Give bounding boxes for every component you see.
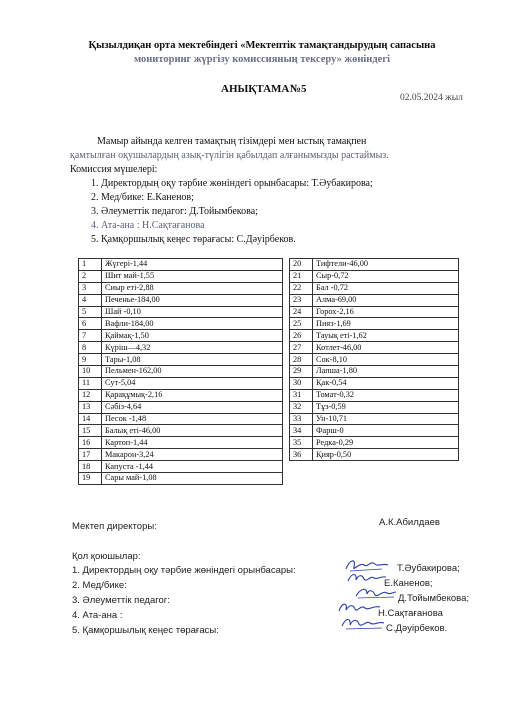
intro-line-2: қамтылған оқушылардың азық-түлігін қабылдап алғанымызды растаймыз. <box>70 150 389 161</box>
row-number: 28 <box>290 354 313 366</box>
product-item: Қарақұмық-2,16 <box>102 389 283 401</box>
table-row <box>290 259 459 271</box>
product-item: Қияр-0,50 <box>313 449 459 461</box>
product-item: Тауық еті-1,62 <box>313 330 459 342</box>
signatory-name-2: Е.Каненов; <box>384 578 433 589</box>
signatories-label: Қол қоюшылар: <box>72 551 141 562</box>
product-item: Тұз-0,59 <box>313 401 459 413</box>
row-number: 29 <box>290 366 313 378</box>
table-row <box>290 270 459 282</box>
row-number: 9 <box>79 354 102 366</box>
row-number: 3 <box>79 282 102 294</box>
row-number: 4 <box>79 294 102 306</box>
row-number: 27 <box>290 342 313 354</box>
table-row <box>290 449 459 461</box>
header-line-1: Қызылдиқан орта мектебіндегі «Мектептік тамақтандырудың сапасына <box>88 40 436 51</box>
signatory-name-4: Н.Сақтағанова <box>378 608 443 619</box>
signatory-role-1: 1. Директордың оқу тәрбие жөніндегі орынбасары: <box>72 565 296 576</box>
product-item: Ун-10,71 <box>313 413 459 425</box>
table-row <box>290 389 459 401</box>
table-row <box>290 318 459 330</box>
commission-member-2: 2. Мед/бике: Е.Каненов; <box>91 192 194 203</box>
row-number: 11 <box>79 377 102 389</box>
table-row <box>79 473 283 485</box>
row-number: 6 <box>79 318 102 330</box>
commission-member-1: 1. Директордың оқу тәрбие жөніндегі орынбасары: Т.Әубакирова; <box>91 178 373 189</box>
product-item: Лапша-1,80 <box>313 366 459 378</box>
row-number: 8 <box>79 342 102 354</box>
product-item: Сиыр еті-2,88 <box>102 282 283 294</box>
row-number: 35 <box>290 437 313 449</box>
products-table-right <box>289 258 459 461</box>
row-number: 16 <box>79 437 102 449</box>
table-row <box>290 342 459 354</box>
signatory-role-2: 2. Мед/бике: <box>72 580 127 591</box>
row-number: 22 <box>290 282 313 294</box>
product-item: Сәбіз-4,64 <box>102 401 283 413</box>
signatory-name-1: Т.Әубакирова; <box>397 563 460 574</box>
table-row <box>290 377 459 389</box>
product-item: Редка-0,29 <box>313 437 459 449</box>
table-row <box>79 294 283 306</box>
signatory-name-5: С.Дәуірбеков. <box>386 623 448 634</box>
row-number: 20 <box>290 259 313 271</box>
director-label: Мектеп директоры: <box>72 521 157 532</box>
product-item: Фарш-0 <box>313 425 459 437</box>
doc-number: №5 <box>290 83 307 95</box>
product-item: Алма-69,00 <box>313 294 459 306</box>
product-item: Сары май-1,08 <box>102 473 283 485</box>
product-item: Картоп-1,44 <box>102 437 283 449</box>
commission-member-3: 3. Әлеуметтік педагог: Д.Тойымбекова; <box>91 206 258 217</box>
table-row <box>290 437 459 449</box>
table-row <box>290 354 459 366</box>
product-item: Бал -0,72 <box>313 282 459 294</box>
row-number: 33 <box>290 413 313 425</box>
table-row <box>79 389 283 401</box>
product-item: Сыр-0,72 <box>313 270 459 282</box>
doc-date: 02.05.2024 жыл <box>400 93 463 103</box>
table-row <box>79 282 283 294</box>
product-item: Пельмен-162,00 <box>102 366 283 378</box>
row-number: 26 <box>290 330 313 342</box>
header-line-2: мониторинг жүргізу комиссияның тексеру» жөніндегі <box>133 54 391 65</box>
product-item: Песок -1,48 <box>102 413 283 425</box>
row-number: 18 <box>79 461 102 473</box>
product-item: Печенье-184,00 <box>102 294 283 306</box>
table-row <box>290 306 459 318</box>
row-number: 14 <box>79 413 102 425</box>
row-number: 2 <box>79 270 102 282</box>
table-row <box>290 330 459 342</box>
table-row <box>79 461 283 473</box>
table-row <box>79 318 283 330</box>
row-number: 36 <box>290 449 313 461</box>
table-row <box>290 282 459 294</box>
table-row <box>290 366 459 378</box>
product-item: Сут-5,04 <box>102 377 283 389</box>
table-row <box>290 413 459 425</box>
table-row <box>79 377 283 389</box>
table-row <box>79 366 283 378</box>
table-row <box>79 413 283 425</box>
intro-line-1: Мамыр айында келген тамақтың тізімдері мен ыстық тамақпен <box>97 136 367 147</box>
table-row <box>79 330 283 342</box>
row-number: 12 <box>79 389 102 401</box>
product-item: Қаймақ-1,50 <box>102 330 283 342</box>
products-table-left <box>78 258 283 485</box>
product-item: Күріш—4,32 <box>102 342 283 354</box>
row-number: 30 <box>290 377 313 389</box>
row-number: 7 <box>79 330 102 342</box>
table-row <box>79 401 283 413</box>
row-number: 13 <box>79 401 102 413</box>
product-item: Балық еті-46,00 <box>102 425 283 437</box>
commission-member-5: 5. Қамқоршылық кеңес төрағасы: С.Дәуірбеков. <box>91 234 296 245</box>
product-item: Вафли-184,00 <box>102 318 283 330</box>
table-row <box>79 437 283 449</box>
row-number: 31 <box>290 389 313 401</box>
product-item: Жүгері-1,44 <box>102 259 283 271</box>
table-row <box>290 401 459 413</box>
product-item: Макарон-3,24 <box>102 449 283 461</box>
table-row <box>79 425 283 437</box>
signatory-role-5: 5. Қамқоршылық кеңес төрағасы: <box>72 625 219 636</box>
row-number: 25 <box>290 318 313 330</box>
product-item: Қак-0,54 <box>313 377 459 389</box>
row-number: 23 <box>290 294 313 306</box>
row-number: 10 <box>79 366 102 378</box>
table-row <box>79 306 283 318</box>
row-number: 24 <box>290 306 313 318</box>
signature-5-scribble <box>338 614 386 632</box>
product-item: Шит май-1,55 <box>102 270 283 282</box>
product-item: Пияз-1,69 <box>313 318 459 330</box>
row-number: 17 <box>79 449 102 461</box>
product-item: Капуста -1,44 <box>102 461 283 473</box>
row-number: 5 <box>79 306 102 318</box>
signatory-role-3: 3. Әлеуметтік педагог: <box>72 595 170 606</box>
product-item: Котлет-46,00 <box>313 342 459 354</box>
row-number: 34 <box>290 425 313 437</box>
row-number: 1 <box>79 259 102 271</box>
product-item: Томат-0,32 <box>313 389 459 401</box>
signatory-role-4: 4. Ата-ана : <box>72 610 123 621</box>
product-item: Тифтели-46,00 <box>313 259 459 271</box>
row-number: 19 <box>79 473 102 485</box>
table-row <box>290 425 459 437</box>
signatory-name-3: Д.Тойымбекова; <box>398 593 470 604</box>
row-number: 15 <box>79 425 102 437</box>
doc-title: АНЫҚТАМА <box>221 83 290 95</box>
product-item: Шай -0,10 <box>102 306 283 318</box>
product-item: Горох-2,16 <box>313 306 459 318</box>
table-row <box>79 354 283 366</box>
product-item: Сок-8,10 <box>313 354 459 366</box>
commission-label: Комиссия мүшелері: <box>70 164 158 175</box>
table-row <box>79 259 283 271</box>
table-row <box>79 449 283 461</box>
product-item: Тары-1,08 <box>102 354 283 366</box>
director-name: А.К.Абилдаев <box>379 517 440 528</box>
row-number: 21 <box>290 270 313 282</box>
table-row <box>79 342 283 354</box>
row-number: 32 <box>290 401 313 413</box>
table-row <box>290 294 459 306</box>
commission-member-4: 4. Ата-ана : Н.Сақтағанова <box>91 220 205 231</box>
table-row <box>79 270 283 282</box>
